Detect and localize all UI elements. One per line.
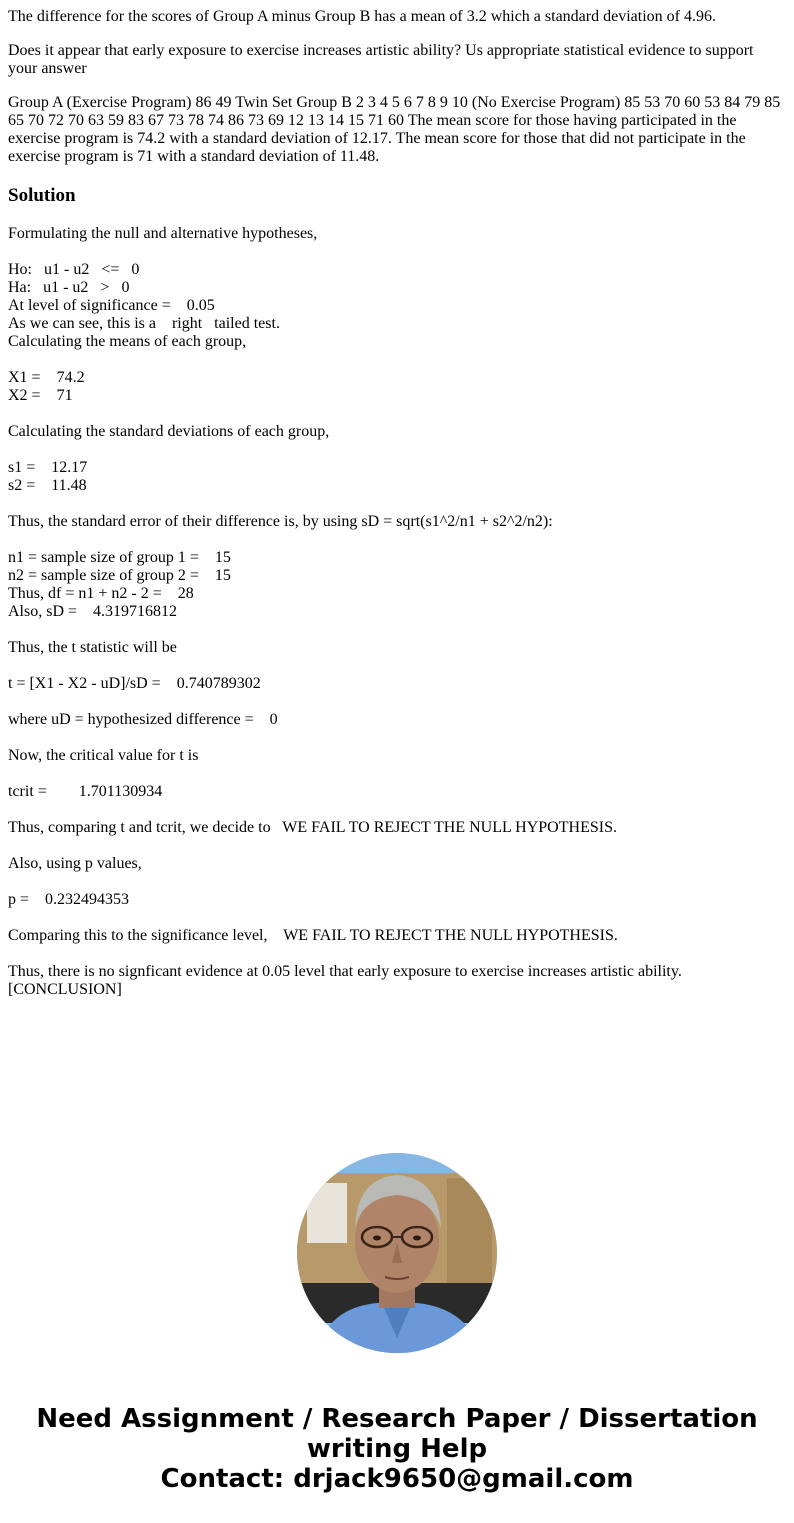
solution-line: Also, using p values,: [8, 855, 142, 872]
solution-line: p = 0.232494353: [8, 891, 130, 908]
person-photo-icon: [297, 1153, 497, 1353]
solution-line: X1 = 74.2: [8, 369, 85, 386]
spacer: [8, 873, 786, 891]
solution-line: Thus, the standard error of their difference is, by using sD = sqrt(s1^2/n1 + s2^2/n2):: [8, 513, 553, 530]
spacer: [8, 495, 786, 513]
advert-line-2: writing Help: [306, 1434, 488, 1464]
solution-line: As we can see, this is a right tailed test.: [8, 315, 280, 332]
solution-line: Also, sD = 4.319716812: [8, 603, 178, 620]
solution-line: s2 = 11.48: [8, 477, 87, 494]
spacer: [8, 243, 786, 261]
solution-line: Thus, the t statistic will be: [8, 639, 177, 656]
spacer: [8, 693, 786, 711]
solution-heading: Solution: [8, 185, 76, 206]
spacer: [8, 531, 786, 549]
question-paragraph-2: Does it appear that early exposure to exercise increases artistic ability? Us appropriate statistical evidence to support your answer: [8, 42, 758, 77]
solution-line: Comparing this to the significance level, WE FAIL TO REJECT THE NULL HYPOTHESIS.: [8, 927, 618, 944]
spacer: [8, 801, 786, 819]
avatar: [297, 1153, 497, 1353]
spacer: [8, 657, 786, 675]
spacer: [8, 351, 786, 369]
spacer: [8, 405, 786, 423]
spacer: [8, 909, 786, 927]
advert-line-3: Contact: drjack9650@gmail.com: [160, 1464, 634, 1494]
solution-line: Calculating the means of each group,: [8, 333, 247, 350]
solution-line: Ha: u1 - u2 > 0: [8, 279, 130, 296]
solution-line: Thus, df = n1 + n2 - 2 = 28: [8, 585, 194, 602]
spacer: [8, 765, 786, 783]
solution-line: Thus, comparing t and tcrit, we decide to WE FAIL TO REJECT THE NULL HYPOTHESIS.: [8, 819, 617, 836]
solution-line: tcrit = 1.701130934: [8, 783, 163, 800]
solution-line: Formulating the null and alternative hypotheses,: [8, 225, 318, 242]
spacer: [8, 837, 786, 855]
question-paragraph-1: The difference for the scores of Group A minus Group B has a mean of 3.2 which a standard deviation of 4.96.: [8, 8, 716, 25]
solution-line: t = [X1 - X2 - uD]/sD = 0.740789302: [8, 675, 261, 692]
solution-line: Thus, there is no signficant evidence at 0.05 level that early exposure to exercise increases artistic ability.: [8, 963, 682, 980]
solution-line: Calculating the standard deviations of each group,: [8, 423, 330, 440]
solution-line: [CONCLUSION]: [8, 981, 122, 998]
solution-line: n2 = sample size of group 2 = 15: [8, 567, 231, 584]
spacer: [8, 945, 786, 963]
advert-banner: [0, 1404, 794, 1494]
spacer: [8, 729, 786, 747]
solution-line: Ho: u1 - u2 <= 0: [8, 261, 140, 278]
spacer: [8, 621, 786, 639]
advert-line-1: Need Assignment / Research Paper / Dissertation: [36, 1404, 758, 1434]
question-paragraph-3: Group A (Exercise Program) 86 49 Twin Set Group B 2 3 4 5 6 7 8 9 10 (No Exercise Program) 85 53 70 60 53 84 79 85 65 70 72 70 63 59 83 67 73 78 74 86 73 69 12 13 14 15 71 60 The mean score for those having participated in the exercise program is 74.2 with a standard deviation of 12.17. The mean score for those that did not participate in the exercise program is 71 with a standard deviation of 11.48.: [8, 94, 785, 165]
spacer: [8, 441, 786, 459]
solution-line: where uD = hypothesized difference = 0: [8, 711, 278, 728]
solution-line: Now, the critical value for t is: [8, 747, 199, 764]
solution-line: s1 = 12.17: [8, 459, 88, 476]
solution-body: [8, 225, 786, 999]
solution-line: n1 = sample size of group 1 = 15: [8, 549, 231, 566]
solution-line: X2 = 71: [8, 387, 73, 404]
solution-line: At level of significance = 0.05: [8, 297, 215, 314]
